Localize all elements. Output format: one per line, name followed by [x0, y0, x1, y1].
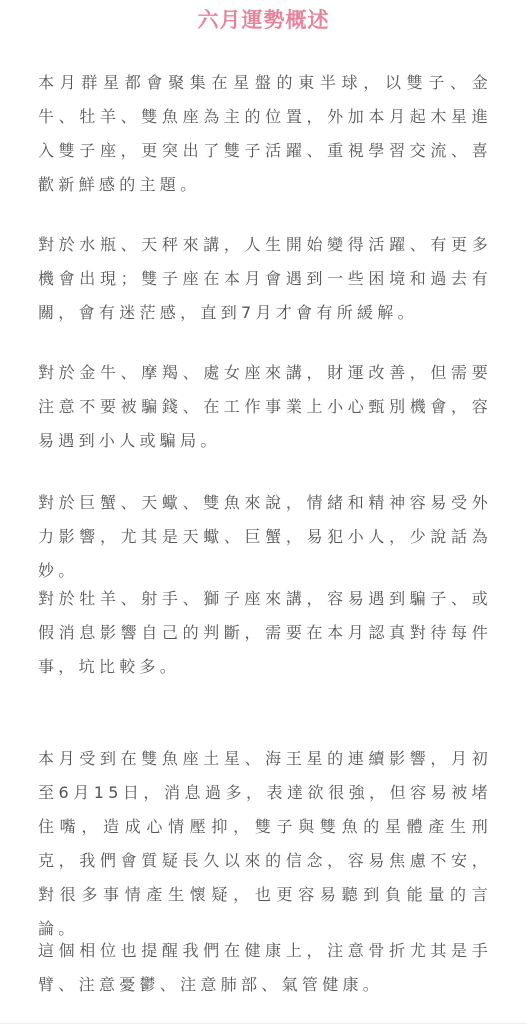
paragraph-health: 這個相位也提醒我們在健康上，注意骨折尤其是手臂、注意憂鬱、注意肺部、氣管健康。 — [38, 941, 492, 994]
paragraph-overview: 本月群星都會聚集在星盤的東半球，以雙子、金牛、牡羊、雙魚座為主的位置，外加本月起木星進入雙子座，更突出了雙子活躍、重視學習交流、喜歡新鮮感的主題。 — [38, 73, 492, 194]
paragraph-aquarius-libra: 對於水瓶、天秤來講，人生開始變得活躍、有更多機會出現；雙子座在本月會遇到一些困境和過去有關，會有迷茫感，直到7月才會有所緩解。 — [38, 235, 492, 322]
paragraph-cancer-scorpio-pisces: 對於巨蟹、天蠍、雙魚來說，情緒和精神容易受外力影響，尤其是天蠍、巨蟹，易犯小人，少說話為妙。 — [38, 493, 492, 580]
paragraph-aries-sagittarius-leo: 對於牡羊、射手、獅子座來講，容易遇到騙子、或假消息影響自己的判斷，需要在本月認真對待每件事，坑比較多。 — [38, 589, 492, 676]
page-title: 六月運勢概述 — [197, 8, 330, 32]
paragraph-saturn-neptune: 本月受到在雙魚座土星、海王星的連續影響，月初至6月15日，消息過多，表達欲很強，但容易被堵住嘴，造成心情壓抑，雙子與雙魚的星體產生刑克，我們會質疑長久以來的信念，容易焦慮不安，對很多事情產生懷疑，也更容易聽到負能量的言論。 — [38, 749, 492, 938]
paragraph-taurus-capricorn-virgo: 對於金牛、摩羯、處女座來講，財運改善，但需要注意不要被騙錢、在工作事業上小心甄別機會，容易遇到小人或騙局。 — [38, 363, 492, 450]
